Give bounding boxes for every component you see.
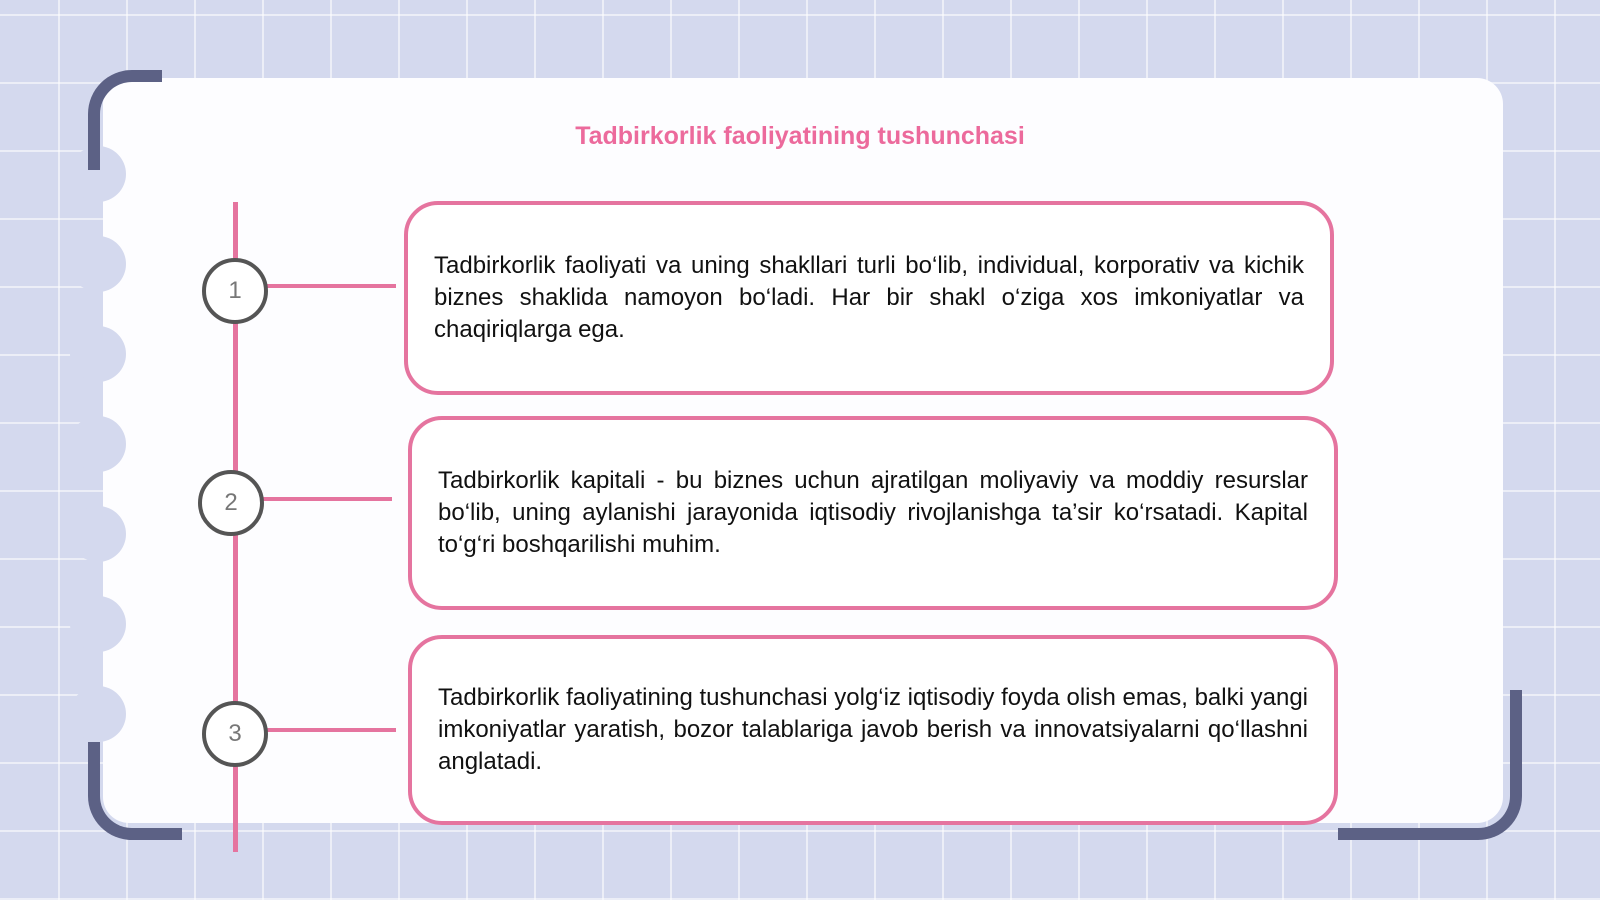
- notebook-tab-decoration: [70, 236, 126, 292]
- step-2-connector: [262, 497, 392, 501]
- corner-bracket-top-left: [88, 70, 162, 170]
- step-1-number: 1: [228, 277, 242, 304]
- notebook-tab-decoration: [70, 596, 126, 652]
- step-3-number: 3: [228, 720, 242, 747]
- step-3-connector: [266, 728, 396, 732]
- step-1-text-box: [404, 201, 1334, 395]
- step-2-text-box: [408, 416, 1338, 610]
- step-3-text-box: [408, 635, 1338, 825]
- step-3-number-badge: [202, 701, 268, 767]
- slide-title: Tadbirkorlik faoliyatining tushunchasi: [575, 122, 1025, 150]
- notebook-tab-decoration: [70, 326, 126, 382]
- step-2-number: 2: [224, 489, 238, 516]
- corner-bracket-bottom-right: [1338, 690, 1522, 840]
- notebook-tab-decoration: [70, 416, 126, 472]
- step-1-text: Tadbirkorlik faoliyati va uning shakllari turli bo‘lib, individual, korporativ va kichik biznes shaklida namoyon bo‘ladi. Har bir shakl o‘ziga xos imkoniyatlar va chaqiriqlarga ega.: [434, 252, 1304, 343]
- corner-bracket-bottom-left: [88, 742, 182, 840]
- notebook-tab-decoration: [70, 506, 126, 562]
- notebook-tab-decoration: [70, 686, 126, 742]
- step-1-connector: [266, 284, 396, 288]
- step-3-text: Tadbirkorlik faoliyatining tushunchasi yolg‘iz iqtisodiy foyda olish emas, balki yangi imkoniyatlar yaratish, bozor talablariga javob berish va innovatsiyalarni qo‘llashni anglatadi.: [438, 684, 1308, 775]
- step-1-number-badge: [202, 258, 268, 324]
- step-2-text: Tadbirkorlik kapitali - bu biznes uchun ajratilgan moliyaviy va moddiy resurslar bo‘lib, uning aylanishi jarayonida iqtisodiy rivojlanishga ta’sir ko‘rsatadi. Kapital to‘g‘ri boshqarilishi muhim.: [438, 467, 1308, 558]
- step-2-number-badge: [198, 470, 264, 536]
